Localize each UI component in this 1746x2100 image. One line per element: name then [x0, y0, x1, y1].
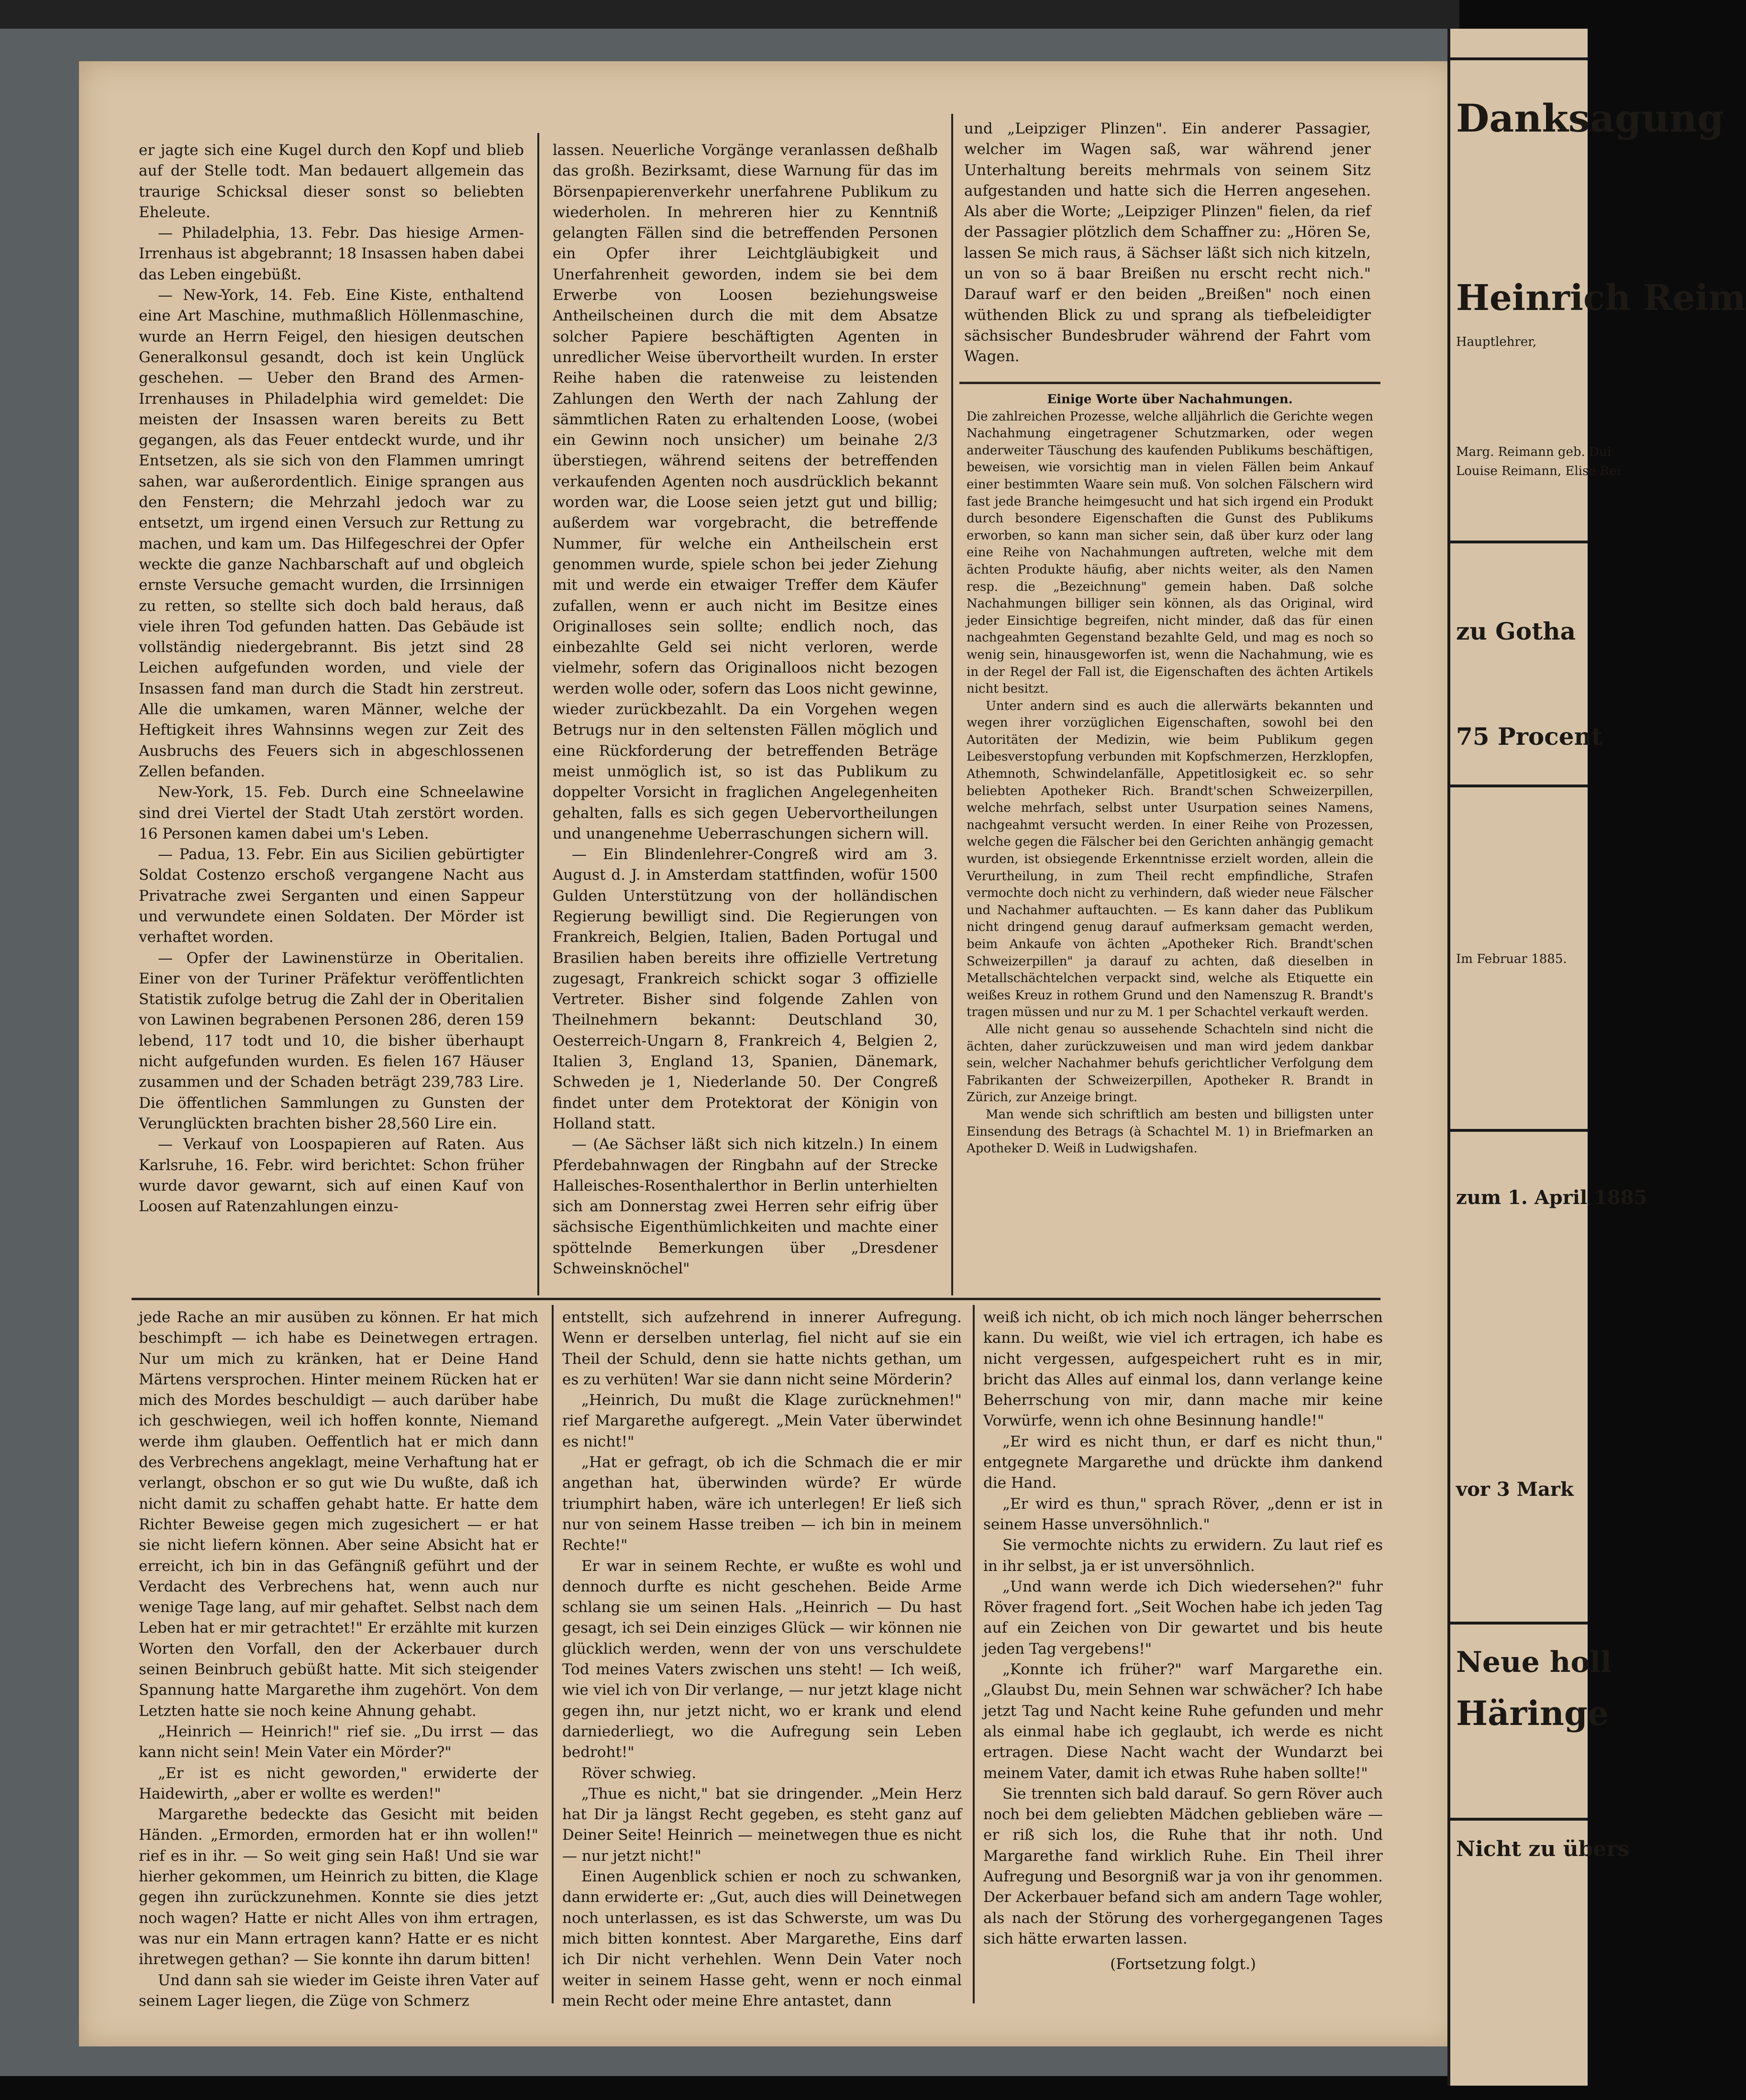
paragraph: „Heinrich — Heinrich!" rief sie. „Du irrst — das kann nicht sein! Mein Vater ein Mörder?" [139, 1723, 538, 1761]
newspaper-page [79, 61, 1457, 2046]
notice-column [967, 391, 1373, 1158]
news-column-1 [139, 140, 524, 1217]
percent-heading: 75 Procent [1456, 722, 1602, 751]
paragraph: „Er wird es thun," sprach Röver, „denn er ist in seinem Hasse unversöhnlich." [983, 1495, 1383, 1533]
paragraph: Röver schwieg. [581, 1764, 697, 1782]
paragraph: „Konnte ich früher?" warf Margarethe ein. „Glaubst Du, mein Sehnen war schwächer? Ich habe jetzt Tag und Nacht keine Ruhe gefunden und mehr als einmal habe ich geglaubt, ich werde es nicht ertragen. Diese Nacht wacht der Wundarzt bei meinem Vater, damit ich etwas Ruhe haben sollte!" [983, 1661, 1383, 1782]
story-column-2 [562, 1307, 962, 2012]
column-rule [951, 114, 953, 1295]
news-column-2 [553, 140, 938, 1279]
danksagung-heading: Danksagung [1456, 96, 1724, 141]
paragraph: „Er wird es nicht thun, er darf es nicht thun," entgegnete Margarethe und drückte ihm dankend die Hand. [983, 1433, 1383, 1492]
border-rule [1450, 1129, 1588, 1132]
signature-line-2: Louise Reimann, Elise Rei [1456, 464, 1621, 478]
paragraph: „Heinrich, Du mußt die Klage zurücknehmen!" rief Margarethe aufgeregt. „Mein Vater überwindet es nicht!" [562, 1392, 962, 1450]
paragraph: Die zahlreichen Prozesse, welche alljährlich die Gerichte wegen Nachahmung eingetragener Schutzmarken, oder wegen anderweiter Täuschung des kaufenden Publikums beschäftigen, beweisen, wie vorsichtig man in vielen Fällen beim Ankauf einer bestimmten Waare sein muß. Von solchen Fälschern wird fast jede Branche heimgesucht und hat sich irgend ein Produkt durch besondere Eigenschaften die Gunst des Publikums erworben, so kann man sicher sein, daß über kurz oder lang eine Reihe von Nachahmungen auftreten, welche mit dem ächten Produkte häufig, aber nichts weiter, als den Namen resp. die „Bezeichnung" gemein haben. Daß solche Nachahmungen billiger sein können, als das Original, wird jeder Einsichtige begreifen, nicht minder, daß das für einen nachgeahmten Gegenstand bezahlte Geld, und mag es noch so wenig sein, hinausgeworfen ist, wenn die Nachahmung, wie es in der Regel der Fall ist, die Eigenschaften des ächten Artikels nicht besitzt. [967, 409, 1373, 696]
paragraph: Sie vermochte nichts zu erwidern. Zu laut rief es in ihr selbst, ja er ist unversöhnlich. [983, 1536, 1383, 1575]
story-column-3 [983, 1307, 1383, 1975]
paragraph: New-York, 15. Feb. Durch eine Schneelawine sind drei Viertel der Stadt Utah zerstört worden. 16 Personen kamen dabei um's Leben. [139, 784, 524, 842]
paragraph: und „Leipziger Plinzen". Ein anderer Passagier, welcher im Wagen saß, war während jener Unterhaltung bereits mehrmals von seinem Sitz aufgestanden und hatte sich die Herren angesehen. Als aber die Worte; „Leipziger Plinzen" fielen, da rief der Passagier plötzlich dem Schaffner zu: „Hören Se, lassen Se mich raus, ä Sächser läßt sich nich kitzeln, un von so ä baar Breißen nu erscht recht nich." Darauf warf er den beiden „Breißen" noch einen wüthenden Blick zu und sprang als tiefbeleidigter sächsischer Bundesbruder während der Fahrt vom Wagen. [964, 120, 1371, 365]
news-column-3 [964, 119, 1371, 367]
column-rule [973, 1305, 975, 2003]
neue-heading: Neue holl [1456, 1646, 1612, 1679]
column-rule [537, 133, 539, 1295]
paragraph: Alle nicht genau so aussehende Schachteln sind nicht die ächten, daher zurückzuweisen und man wird jedem dankbar sein, welcher Nachahmer behufs gerichtlicher Verfolgung dem Fabrikanten der Schweizerpillen, Apotheker R. Brandt in Zürich, zur Anzeige bringt. [967, 1022, 1373, 1105]
april-heading: zum 1. April 1885 [1456, 1186, 1647, 1209]
notice-heading: Einige Worte über Nachahmungen. [1047, 392, 1293, 407]
paragraph: — Philadelphia, 13. Febr. Das hiesige Armen-Irrenhaus ist abgebrannt; 18 Insassen haben dabei das Leben eingebüßt. [139, 224, 524, 283]
paragraph: Man wende sich schriftlich am besten und billigsten unter Einsendung des Betrags (à Schachtel M. 1) in Briefmarken an Apotheker D. Weiß in Ludwigshafen. [967, 1107, 1373, 1156]
paragraph: er jagte sich eine Kugel durch den Kopf und blieb auf der Stelle todt. Man bedauert allgemein das traurige Schicksal dieser sonst so beliebten Eheleute. [139, 142, 524, 221]
paragraph: — Verkauf von Loospapieren auf Raten. Aus Karlsruhe, 16. Febr. wird berichtet: Schon früher wurde davor gewarnt, sich auf einen Kauf von Loosen auf Ratenzahlungen einzu- [139, 1136, 524, 1216]
feuilleton-rule [132, 1298, 1380, 1300]
mark-heading: vor 3 Mark [1456, 1478, 1574, 1501]
name-heading: Heinrich Reim [1456, 277, 1746, 319]
border-rule [1450, 785, 1588, 787]
paragraph: „Thue es nicht," bat sie dringender. „Mein Herz hat Dir ja längst Recht gegeben, es steht ganz auf Deiner Seite! Heinrich — meinetwegen thue es nicht — nur jetzt nicht!" [562, 1785, 962, 1865]
paragraph: — Opfer der Lawinenstürze in Oberitalien. Einer von der Turiner Präfektur veröffentlichten Statistik zufolge betrug die Zahl der in Oberitalien von Lawinen begrabenen Personen 286, deren 159 lebend, 117 todt und 10, die bisher überhaupt nicht aufgefunden wurden. Es fielen 167 Häuser zusammen und der Schaden beträgt 239,783 Lire. Die öffentlichen Sammlungen zu Gunsten der Verunglückten brachten bisher 28,560 Lire ein. [139, 949, 524, 1132]
paragraph: weiß ich nicht, ob ich mich noch länger beherrschen kann. Du weißt, wie viel ich ertragen, ich habe es nicht vergessen, aufgespeichert ruht es in mir, bricht das Alles auf einmal los, dann verlange keine Beherrschung von mir, dann mache mir keine Vorwürfe, wenn ich ohne Besinnung handle!" [983, 1309, 1383, 1430]
continued-note: (Fortsetzung folgt.) [1110, 1956, 1256, 1973]
hauptlehrer-text: Hauptlehrer, [1456, 335, 1537, 349]
gotha-heading: zu Gotha [1456, 617, 1576, 645]
border-rule [1450, 541, 1588, 543]
date-line: Im Februar 1885. [1456, 952, 1567, 966]
paragraph: Unter andern sind es auch die allerwärts bekannten und wegen ihrer vorzüglichen Eigenschaften, sowohl bei den Autoritäten der Medizin, wie beim Publikum gegen Leibesverstopfung verbunden mit Kopfschmerzen, Herzklopfen, Athemnoth, Schwindelanfälle, Appetitlosigkeit ec. so sehr beliebten Apotheker Rich. Brandt'schen Schweizerpillen, welche mehrfach, selbst unter Usurpation seines Namens, nachgeahmt versucht werden. In einer Reihe von Prozessen, welche gegen die Fälscher bei den Gerichten anhängig gemacht wurden, ist obsiegende Erkenntnisse erzielt worden, allein die Verurtheilung, in zum Theil recht empfindliche, Strafen vermochte doch nicht zu verhindern, daß wieder neue Fälscher und Nachahmer auftauchten. — Es kann daher das Publikum nicht dringend genug darauf aufmerksam gemacht werden, beim Ankaufe von ächten „Apotheker Rich. Brandt'schen Schweizerpillen" ja darauf zu achten, daß dieselben in Metallschächtelchen verpackt sind, welche als Etiquette ein weißes Kreuz in rothem Grund und den Namenszug R. Brandt's tragen müssen und nur zu M. 1 per Schachtel verkauft werden. [967, 698, 1373, 1020]
haringe-heading: Häringe [1456, 1693, 1609, 1733]
border-rule [1450, 1818, 1588, 1821]
story-column-1 [139, 1307, 538, 2012]
signature-line-1: Marg. Reimann geb. Dui [1456, 445, 1612, 459]
nicht-heading: Nicht zu übers [1456, 1837, 1630, 1861]
paragraph: Er war in seinem Rechte, er wußte es wohl und dennoch durfte es nicht geschehen. Beide Arme schlang sie um seinen Hals. „Heinrich — Du hast gesagt, ich sei Dein einziges Glück — wir können nie glücklich werden, wenn der von uns verschuldete Tod meines Vaters zwischen uns steht! — Ich weiß, wie viel ich von Dir verlange, — nur jetzt klage nicht gegen ihn, nur jetzt nicht, wo er krank und elend darniederliegt, wo die Aufregung sein Leben bedroht!" [562, 1557, 962, 1761]
paragraph: jede Rache an mir ausüben zu können. Er hat mich beschimpft — ich habe es Deinetwegen ertragen. Nur um mich zu kränken, hat er Deine Hand Märtens versprochen. Hinter meinem Rücken hat er mich des Mordes beschuldigt — auch darüber habe ich geschwiegen, weil ich hoffen konnte, Niemand werde ihm glauben. Oeffentlich hat er mich dann des Verbrechens angeklagt, meine Verhaftung hat er verlangt, obschon er so gut wie Du wußte, daß ich nicht damit zu schaffen gehabt hatte. Er hatte dem Richter Beweise gegen mich zugesichert — er hat sie nicht liefern können. Aber seine Absicht hat er erreicht, ich bin in das Gefängniß geführt und der Verdacht des Verbrechens hat, wenn auch nur wenige Tage lang, auf mir gehaftet. Selbst nach dem Leben hat er mir getrachtet!" Er erzählte mit kurzen Worten den Vorfall, den der Ackerbauer durch seinen Beinbruch gebüßt hatte. Mit sich steigender Spannung hatte Margarethe ihm zugehört. Von dem Letzten hatte sie noch keine Ahnung gehabt. [139, 1309, 538, 1720]
next-page-strip [1447, 29, 1746, 2086]
column-rule [552, 1305, 554, 2003]
paragraph: — Padua, 13. Febr. Ein aus Sicilien gebürtigter Soldat Costenzo erschoß vergangene Nacht aus Privatrache zwei Serganten und einen Sappeur und verwundete einen Soldaten. Der Mörder ist verhaftet worden. [139, 846, 524, 946]
paragraph: lassen. Neuerliche Vorgänge veranlassen deßhalb das großh. Bezirksamt, diese Warnung für das im Börsenpapierenverkehr unerfahrene Publikum zu wiederholen. In mehreren hier zu Kenntniß gelangten Fällen sind die betreffenden Personen ein Opfer ihrer Leichtgläubigkeit und Unerfahrenheit geworden, indem sie bei dem Erwerbe von Loosen beziehungsweise Antheilscheinen durch die mit dem Absatze solcher Papiere beschäftigten Agenten in unredlicher Weise übervortheilt wurden. In erster Reihe haben die ratenweise zu leistenden Zahlungen den Werth der nach Zahlung der sämmtlichen Raten zu erhaltenden Loose, (wobei ein Gewinn noch unsicher) um beinahe 2/3 überstiegen, während seitens der betreffenden verkaufenden Agenten noch ausdrücklich bekannt worden war, die Loose seien jetzt gut und billig; außerdem war vorgebracht, die betreffende Nummer, für welche ein Antheilschein erst genommen wurde, spiele schon bei jeder Ziehung mit und werde ein etwaiger Treffer dem Käufer zufallen, wenn er auch nicht im Besitze eines Originalloses sein sollte; endlich noch, das einbezahlte Geld sei nicht verloren, werde vielmehr, sofern das Originalloos nicht bezogen werden wolle oder, sofern das Loos nicht gewinne, wieder zurückbezahlt. Da ein Vorgehen wegen Betrugs nur in den seltensten Fällen möglich und eine Rückforderung der betreffenden Beträge meist unmöglich ist, so ist das Publikum zu doppelter Vorsicht in fraglichen Angelegenheiten gehalten, falls es sich gegen Uebervortheilungen und unangenehme Ueberraschungen sichern will. [553, 142, 938, 842]
paragraph: Margarethe bedeckte das Gesicht mit beiden Händen. „Ermorden, ermorden hat er ihn wollen!" rief es in ihr. — So weit ging sein Haß! Und sie war hierher gekommen, um Heinrich zu bitten, die Klage gegen ihn zurückzunehmen. Konnte sie dies jetzt noch wagen? Hatte er nicht Alles von ihm ertragen, was nur ein Mann ertragen kann? Hatte er es nicht ihretwegen gethan? — Sie konnte ihn darum bitten! [139, 1806, 538, 1968]
paragraph: „Und wann werde ich Dich wiedersehen?" fuhr Röver fragend fort. „Seit Wochen habe ich jeden Tag auf ein Zeichen von Dir gewartet und bis heute jeden Tag vergebens!" [983, 1578, 1383, 1658]
paragraph: „Hat er gefragt, ob ich die Schmach die er mir angethan hat, überwinden würde? Er würde triumphirt haben, wäre ich unterlegen! Er ließ sich nur von seinem Hasse treiben — ich bin in meinem Rechte!" [562, 1454, 962, 1554]
paragraph: entstellt, sich aufzehrend in innerer Aufregung. Wenn er derselben unterlag, fiel nicht auf sie ein Theil der Schuld, denn sie hatte nichts gethan, um es zu verhüten! War sie dann nicht seine Mörderin? [562, 1309, 962, 1388]
paragraph: Sie trennten sich bald darauf. So gern Röver auch noch bei dem geliebten Mädchen geblieben wäre — er riß sich los, die Ruhe that ihr noth. Und Margarethe fand wirklich Ruhe. Ein Theil ihrer Aufregung und Besorgniß war ja von ihr genommen. Der Ackerbauer befand sich am andern Tage wohler, als nach der Störung des vorhergegangenen Tages sich hätte erwarten lassen. [983, 1785, 1383, 1947]
paragraph: — Ein Blindenlehrer-Congreß wird am 3. August d. J. in Amsterdam stattfinden, wofür 1500 Gulden Unterstützung von der holländischen Regierung bewilligt sind. Die Regierungen von Frankreich, Belgien, Italien, Baden Portugal und Brasilien haben bereits ihre offizielle Vertretung zugesagt, Frankreich schickt sogar 3 offizielle Vertreter. Bisher sind folgende Zahlen von Theilnehmern bekannt: Deutschland 30, Oesterreich-Ungarn 8, Frankreich 4, Belgien 2, Italien 3, England 13, Spanien, Dänemark, Schweden je 1, Niederlande 50. Der Congreß findet unter dem Protektorat der Königin von Holland statt. [553, 846, 938, 1132]
paragraph: Und dann sah sie wieder im Geiste ihren Vater auf seinem Lager liegen, die Züge von Schmerz [139, 1971, 538, 2010]
border-rule [1450, 57, 1588, 60]
paragraph: — New-York, 14. Feb. Eine Kiste, enthaltend eine Art Maschine, muthmaßlich Höllenmaschine, wurde an Herrn Feigel, den hiesigen deutschen Generalkonsul gesandt, doch ist kein Unglück geschehen. — Ueber den Brand des Armen-Irrenhauses in Philadelphia wird gemeldet: Die meisten der Insassen waren bereits zu Bett gegangen, als das Feuer entdeckt wurde, und ihr Entsetzen, als sie sich von den Flammen umringt sahen, war außerordentlich. Einige sprangen aus den Fenstern; die Mehrzahl jedoch war zu entsetzt, um irgend einen Versuch zur Rettung zu machen, und kam um. Das Hilfegeschrei der Opfer weckte die ganze Nachbarschaft auf und obgleich ernste Versuche gemacht wurden, die Irrsinnigen zu retten, so stellte sich doch bald heraus, daß viele ihren Tod gefunden hatten. Das Gebäude ist vollständig niedergebrannt. Bis jetzt sind 28 Leichen aufgefunden worden, und viele der Insassen fand man durch die Stadt hin zerstreut. Alle die umkamen, waren Männer, welche der Heftigkeit ihres Wahnsinns wegen zur Zeit des Ausbruchs des Feuers sich in abgeschlossenen Zellen befanden. [139, 287, 524, 780]
paragraph: — (Ae Sächser läßt sich nich kitzeln.) In einem Pferdebahnwagen der Ringbahn auf der Strecke Halleisches-Rosenthalerthor in Berlin unterhielten sich am Donnerstag zwei Herren sehr eifrig über sächsische Eigenthümlichkeiten und machte einer spöttelnde Bemerkungen über „Dresdener Schweinsknöchel" [553, 1136, 938, 1278]
border-rule [1450, 1622, 1588, 1625]
paragraph: „Er ist es nicht geworden," erwiderte der Haidewirth, „aber er wollte es werden!" [139, 1764, 538, 1802]
paragraph: Einen Augenblick schien er noch zu schwanken, dann erwiderte er: „Gut, auch dies will Deinetwegen noch unterlassen, es ist das Schwerste, um was Du mich bitten konntest. Aber Margarethe, Eins darf ich Dir nicht verhehlen. Wenn Dein Vater noch weiter in seinem Hasse geht, wenn er noch einmal mein Recht oder meine Ehre antastet, dann [562, 1868, 962, 2010]
section-rule [959, 382, 1380, 384]
